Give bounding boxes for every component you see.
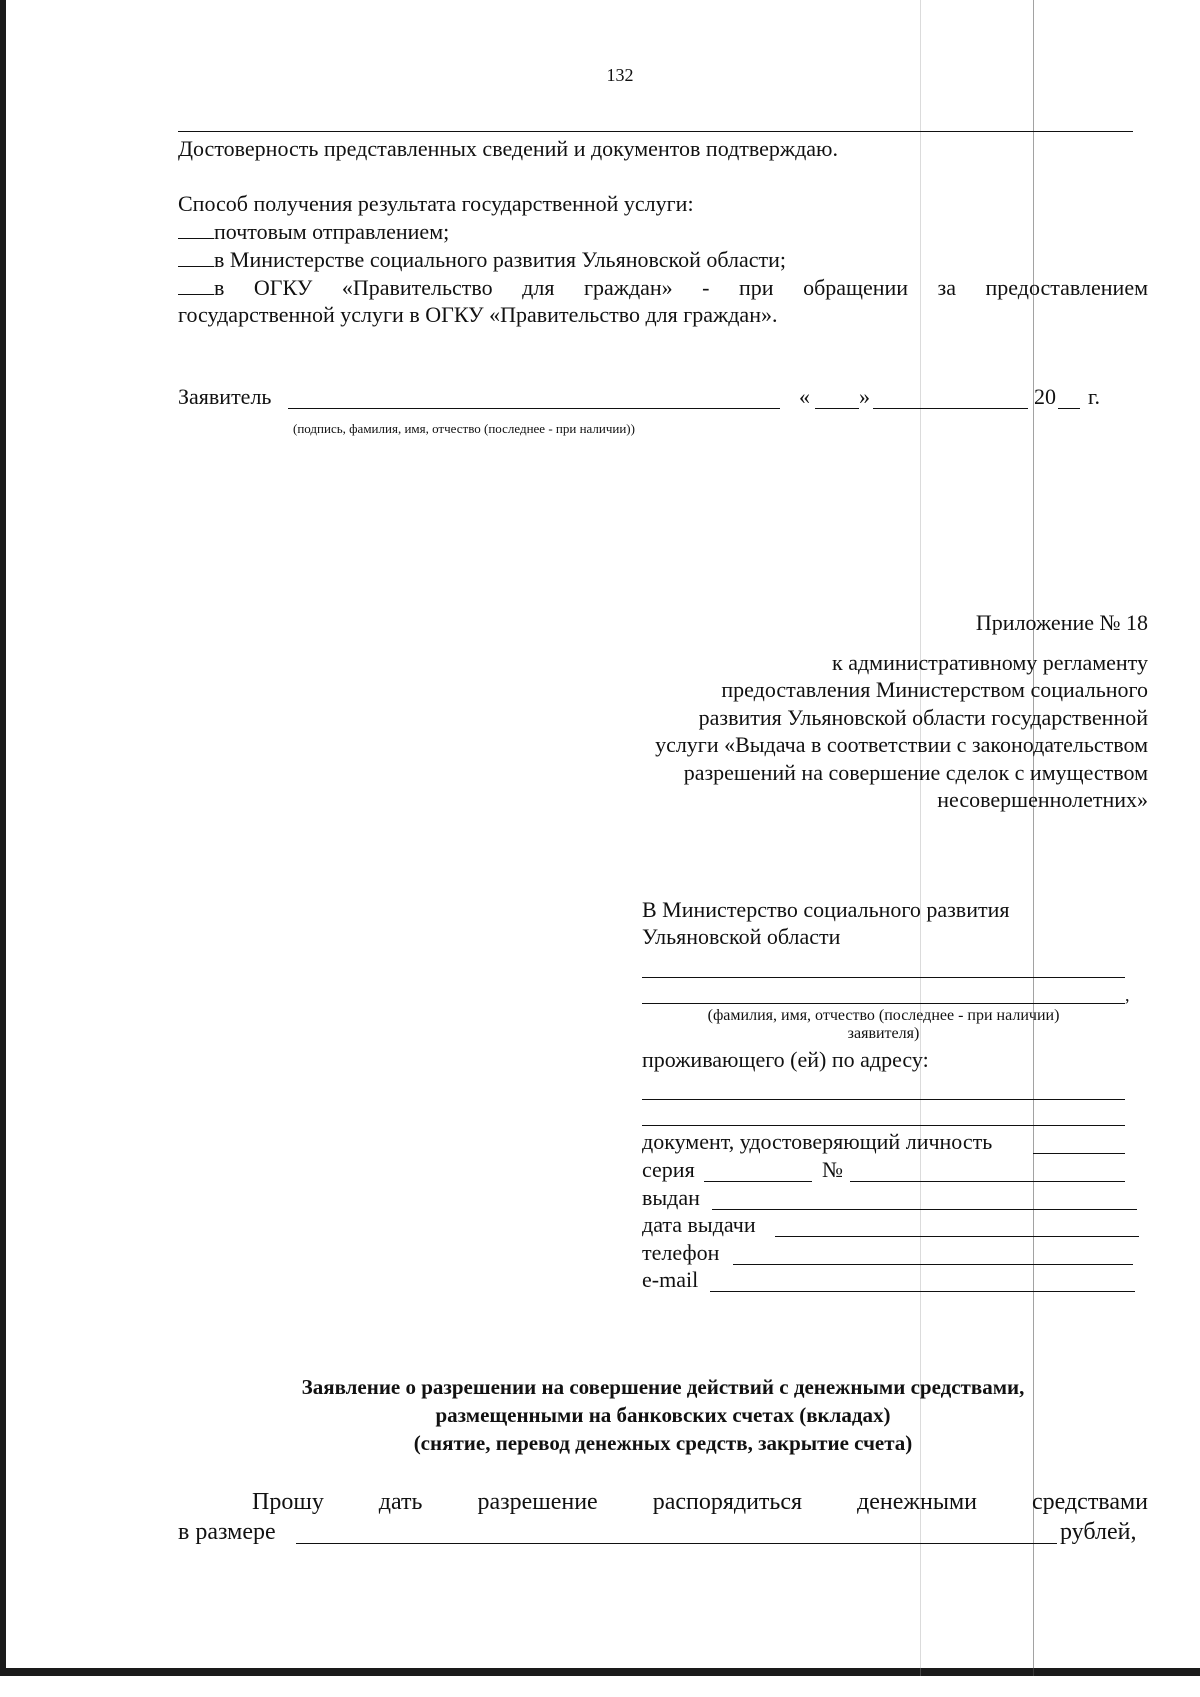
series-label: серия <box>642 1157 695 1182</box>
id-document-line[interactable] <box>1033 1153 1125 1154</box>
statement-title: (снятие, перевод денежных средств, закрытие счета) <box>413 1431 913 1455</box>
phone-line[interactable] <box>733 1264 1133 1265</box>
applicant-signature-line[interactable] <box>288 408 780 409</box>
scan-border-bottom <box>0 1668 1200 1676</box>
scan-border-left <box>0 0 6 1672</box>
series-line[interactable] <box>704 1181 812 1182</box>
appendix-line: развития Ульяновской области государственной <box>698 705 1148 730</box>
statement-title: Заявление о разрешении на совершение действий с денежными средствами, <box>301 1375 1025 1399</box>
name-caption: заявителя) <box>847 1025 920 1042</box>
appendix-line: предоставления Министерством социального <box>721 677 1148 702</box>
issue-date-line[interactable] <box>775 1236 1139 1237</box>
date-open-quote: « <box>799 384 810 409</box>
option-ogku-cont: государственной услуги в ОГКУ «Правительство для граждан». <box>178 302 778 327</box>
top-rule <box>178 131 1133 132</box>
statement-body: Прошу дать разрешение распорядиться денежными средствами <box>252 1489 1148 1515</box>
applicant-name-line[interactable] <box>642 1003 1125 1004</box>
checkbox-blank[interactable] <box>178 274 214 295</box>
applicant-label: Заявитель <box>178 384 272 409</box>
appendix-line: услуги «Выдача в соответствии с законодательством <box>655 732 1148 757</box>
year-prefix: 20 <box>1034 384 1056 409</box>
appendix-line: к административному регламенту <box>832 650 1148 675</box>
number-line[interactable] <box>850 1181 1125 1182</box>
date-year-line[interactable] <box>1058 408 1080 409</box>
confirmation-text: Достоверность представленных сведений и документов подтверждаю. <box>178 136 838 161</box>
address-line[interactable] <box>642 1099 1125 1100</box>
amount-line[interactable] <box>296 1543 1057 1544</box>
date-month-line[interactable] <box>873 408 1028 409</box>
issue-date-label: дата выдачи <box>642 1212 756 1237</box>
addressee-line1: В Министерство социального развития <box>642 897 1010 922</box>
applicant-name-line[interactable] <box>642 977 1125 978</box>
date-close-quote: » <box>859 384 870 409</box>
comma: , <box>1125 985 1130 1005</box>
checkbox-blank[interactable] <box>178 218 214 239</box>
option-ogku: в ОГКУ «Правительство для граждан» - при обращении за предоставлением <box>178 274 1148 301</box>
name-caption: (фамилия, имя, отчество (последнее - при наличии) <box>707 1007 1060 1024</box>
email-label: e-mail <box>642 1267 699 1292</box>
phone-label: телефон <box>642 1240 720 1265</box>
signature-caption: (подпись, фамилия, имя, отчество (последнее - при наличии)) <box>293 421 635 436</box>
year-suffix: г. <box>1088 384 1101 409</box>
amount-prefix: в размере <box>178 1519 276 1545</box>
checkbox-blank[interactable] <box>178 246 214 267</box>
email-line[interactable] <box>710 1291 1135 1292</box>
page-number: 132 <box>606 65 634 85</box>
number-label: № <box>822 1157 843 1182</box>
amount-suffix: рублей, <box>1060 1519 1137 1545</box>
option-ministry: в Министерстве социального развития Ульяновской области; <box>178 246 786 273</box>
statement-title: размещенными на банковских счетах (вкладах) <box>435 1403 891 1427</box>
addressee-line2: Ульяновской области <box>642 924 841 949</box>
address-line[interactable] <box>642 1125 1125 1126</box>
id-document-label: документ, удостоверяющий личность <box>642 1129 993 1154</box>
issued-label: выдан <box>642 1185 700 1210</box>
appendix-line: разрешений на совершение сделок с имуществом <box>683 760 1148 785</box>
option-postal: почтовым отправлением; <box>178 218 449 245</box>
appendix-title: Приложение № 18 <box>975 610 1148 635</box>
issued-line[interactable] <box>712 1209 1137 1210</box>
date-day-line[interactable] <box>815 408 859 409</box>
method-heading: Способ получения результата государственной услуги: <box>178 191 694 216</box>
appendix-line: несовершеннолетних» <box>937 787 1148 812</box>
residence-label: проживающего (ей) по адресу: <box>642 1047 929 1072</box>
